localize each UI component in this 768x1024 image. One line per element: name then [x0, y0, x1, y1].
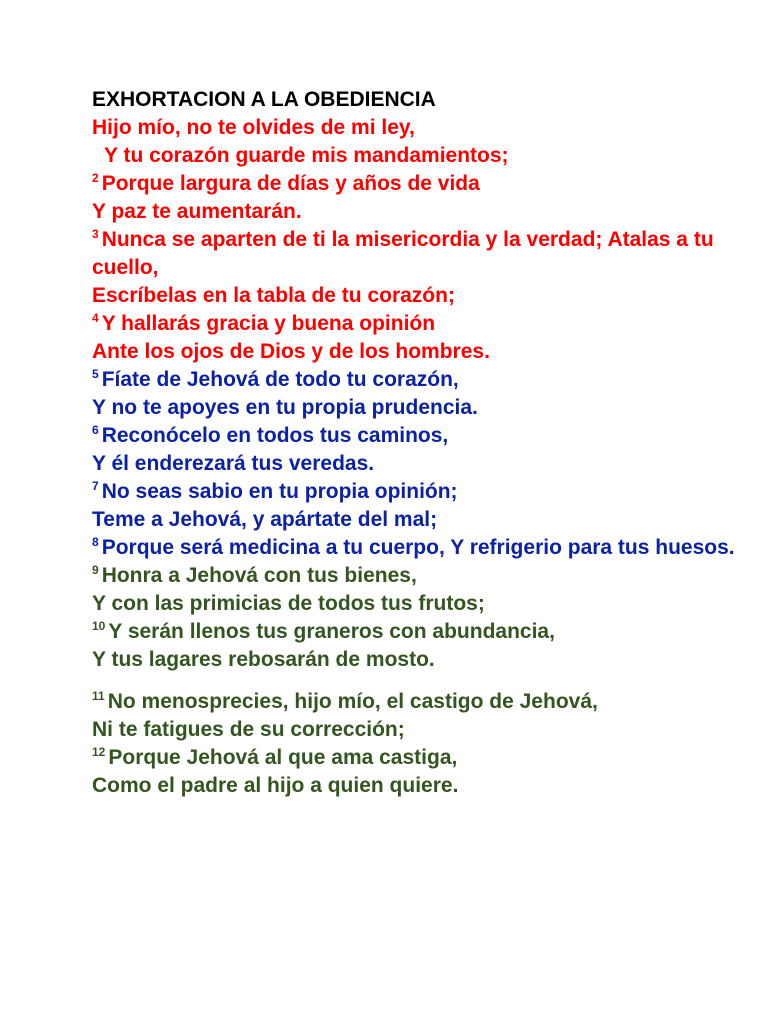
verse-number: 11 [92, 689, 105, 703]
verse-text: Y él enderezará tus veredas. [92, 452, 375, 475]
verse-number: 8 [92, 535, 99, 549]
verse-line [92, 688, 752, 716]
verse-line [92, 422, 752, 450]
verse-text: Escríbelas en la tabla de tu corazón; [92, 284, 455, 307]
verse-line [92, 338, 752, 366]
verse-text: Fíate de Jehová de todo tu corazón, [101, 368, 459, 391]
verse-line [92, 114, 752, 142]
verse-text: Y no te apoyes en tu propia prudencia. [92, 396, 478, 419]
verse-line [92, 366, 752, 394]
verse-number: 2 [92, 171, 99, 185]
verse-text: Ni te fatigues de su corrección; [92, 718, 405, 741]
verse-line [92, 744, 752, 772]
verse-line [92, 772, 752, 800]
verse-text: Reconócelo en todos tus caminos, [101, 424, 449, 447]
verse-text: Ante los ojos de Dios y de los hombres. [92, 340, 490, 363]
verse-line [92, 534, 752, 562]
verse-number: 7 [92, 479, 99, 493]
verse-line [92, 394, 752, 422]
verse-text: Y hallarás gracia y buena opinión [101, 312, 436, 335]
verse-text: Porque Jehová al que ama castiga, [108, 746, 458, 769]
verse-line [92, 142, 752, 170]
verse-line [92, 310, 752, 338]
verse-number: 10 [92, 619, 106, 633]
verse-text: Y serán llenos tus graneros con abundancia, [108, 620, 555, 643]
verse-number: 9 [92, 563, 99, 577]
verse-text: Porque será medicina a tu cuerpo, Y refrigerio para tus huesos. [101, 536, 735, 559]
verse-text: Como el padre al hijo a quien quiere. [92, 774, 459, 797]
verse-number: 4 [92, 311, 99, 325]
verse-number: 3 [92, 227, 99, 241]
verse-line [92, 618, 752, 646]
verse-text: No menosprecies, hijo mío, el castigo de Jehová, [107, 690, 598, 713]
verse-line [92, 506, 752, 534]
verse-line [92, 226, 752, 282]
verse-number: 5 [92, 367, 99, 381]
verse-text: Y tu corazón guarde mis mandamientos; [104, 144, 509, 167]
verse-text: Y paz te aumentarán. [92, 200, 302, 223]
verse-line [92, 282, 752, 310]
verse-number: 6 [92, 423, 99, 437]
verse-line [92, 450, 752, 478]
verse-text: Honra a Jehová con tus bienes, [101, 564, 417, 587]
verse-line [92, 646, 752, 674]
verse-line [92, 478, 752, 506]
verse-text: Porque largura de días y años de vida [101, 172, 480, 195]
document-page [92, 86, 752, 800]
verse-number: 12 [92, 745, 106, 759]
verse-text: Teme a Jehová, y apártate del mal; [92, 508, 438, 531]
verse-line [92, 170, 752, 198]
verse-text: No seas sabio en tu propia opinión; [101, 480, 458, 503]
verse-text: Y con las primicias de todos tus frutos; [92, 592, 485, 615]
verse-line [92, 562, 752, 590]
verse-line [92, 198, 752, 226]
verse-line [92, 590, 752, 618]
page-title: EXHORTACION A LA OBEDIENCIA [92, 88, 436, 111]
verse-text: Nunca se aparten de ti la misericordia y la verdad; Atalas a tu cuello, [92, 228, 714, 279]
verse-text: Y tus lagares rebosarán de mosto. [92, 648, 435, 671]
verse-line [92, 716, 752, 744]
verse-text: Hijo mío, no te olvides de mi ley, [92, 116, 415, 139]
